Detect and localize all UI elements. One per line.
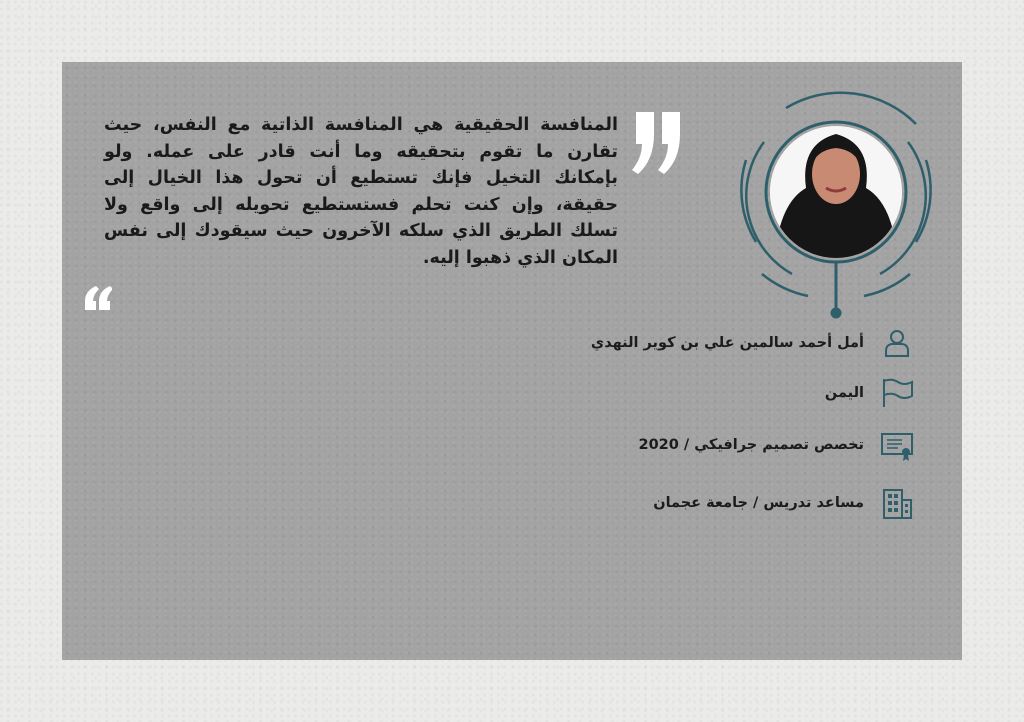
user-icon: [880, 326, 914, 360]
info-row-country: [825, 376, 914, 410]
profile-job: مساعد تدريس / جامعة عجمان: [653, 495, 864, 511]
info-row-job: [653, 486, 914, 520]
quote-open-icon: [628, 108, 688, 178]
quote-close-icon: [82, 284, 112, 312]
profile-specialization: تخصص تصميم جرافيكي / 2020: [638, 437, 864, 453]
profile-country: اليمن: [824, 385, 864, 401]
info-row-specialization: [638, 428, 914, 462]
profile-name: أمل أحمد سالمين علي بن كوير النهدي: [590, 335, 864, 351]
building-icon: [880, 486, 914, 520]
flag-icon: [880, 376, 914, 410]
certificate-icon: [880, 428, 914, 462]
info-row-name: [591, 326, 914, 360]
avatar: [726, 84, 946, 320]
quote-text: المنافسة الحقيقية هي المنافسة الذاتية مع النفس، حيث تقارن ما تقوم بتحقيقه وما أنت قادر على عمله. ولو بإمكانك التخيل فإنك تستطيع أن تحول هذا الخيال إلى حقيقة، وإن كنت تحلم فستستطيع تحويله إلى واقع ولا تسلك الطريق الذي سلكه الآخرون حيث سيقودك إلى نفس المكان الذي ذهبوا إليه.: [104, 115, 618, 268]
